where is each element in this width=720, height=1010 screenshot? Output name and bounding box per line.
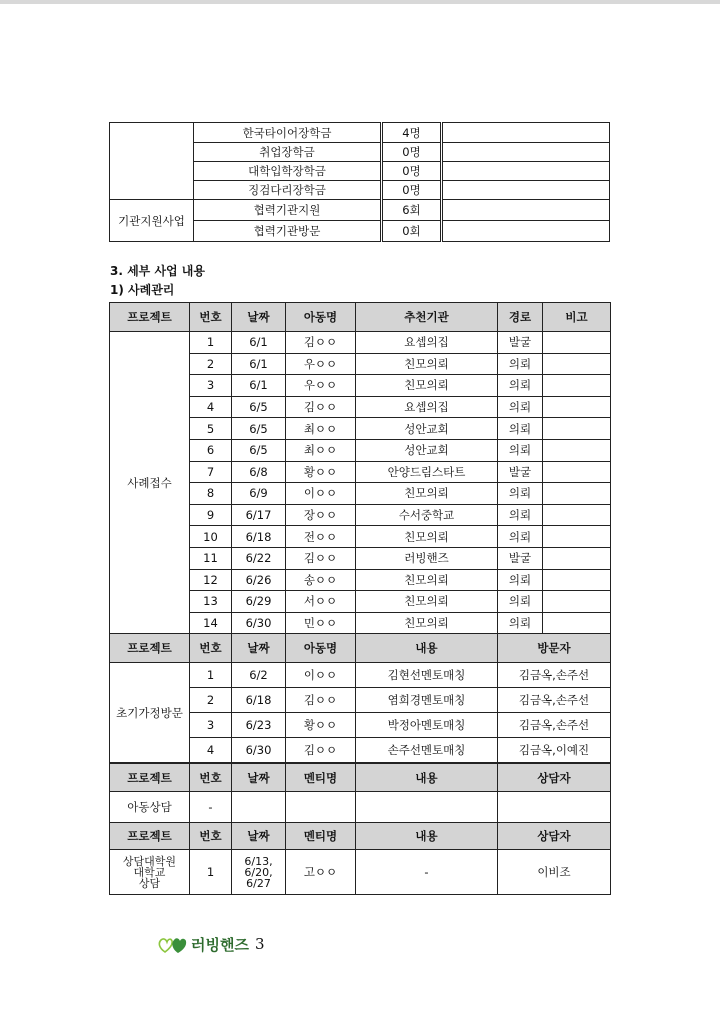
date-cell: 6/1 xyxy=(232,375,286,397)
remarks-cell xyxy=(543,353,611,375)
date-cell xyxy=(232,850,286,895)
section-title: 3. 세부 사업 내용 xyxy=(110,264,205,278)
date-cell: 6/17 xyxy=(232,504,286,526)
project-line: 상담 xyxy=(138,876,161,890)
page-number: 3 xyxy=(254,935,265,953)
child-name-cell: 이ㅇㅇ xyxy=(286,663,356,688)
route-cell: 의뢰 xyxy=(498,591,543,613)
subsection-title: 1) 사례관리 xyxy=(110,283,175,297)
content-cell xyxy=(356,792,498,823)
header-remarks: 비고 xyxy=(543,303,611,332)
remarks-cell xyxy=(543,591,611,613)
header-project: 프로젝트 xyxy=(110,634,190,663)
empty-cell xyxy=(442,143,610,162)
header-project: 프로젝트 xyxy=(110,823,190,850)
project-cell: 초기가정방문 xyxy=(110,663,190,763)
program-name: 협력기관지원 xyxy=(194,200,382,221)
date-cell: 6/9 xyxy=(232,483,286,505)
remarks-cell xyxy=(543,375,611,397)
program-count: 4명 xyxy=(382,123,442,143)
number-cell: 3 xyxy=(190,713,232,738)
visitor-cell: 김금옥,이예진 xyxy=(498,738,611,763)
number-cell: 6 xyxy=(190,439,232,461)
header-content: 내용 xyxy=(356,823,498,850)
table-header-row xyxy=(110,303,611,332)
header-date: 날짜 xyxy=(232,634,286,663)
date-cell: 6/2 xyxy=(232,663,286,688)
route-cell: 의뢰 xyxy=(498,418,543,440)
route-cell: 의뢰 xyxy=(498,504,543,526)
child-name-cell: 서ㅇㅇ xyxy=(286,591,356,613)
date-cell: 6/22 xyxy=(232,547,286,569)
table-row xyxy=(110,200,610,221)
header-date: 날짜 xyxy=(232,823,286,850)
date-cell: 6/30 xyxy=(232,612,286,634)
number-cell: 13 xyxy=(190,591,232,613)
program-name: 대학입학장학금 xyxy=(194,162,382,181)
number-cell: 2 xyxy=(190,688,232,713)
date-cell: 6/1 xyxy=(232,332,286,354)
table-row xyxy=(110,850,611,895)
program-name: 한국타이어장학금 xyxy=(194,123,382,143)
project-cell xyxy=(110,850,190,895)
date-cell xyxy=(232,792,286,823)
home-visit-table xyxy=(109,633,611,763)
date-line: 6/13, xyxy=(244,854,273,868)
header-content: 내용 xyxy=(356,634,498,663)
remarks-cell xyxy=(543,483,611,505)
child-name-cell: 우ㅇㅇ xyxy=(286,353,356,375)
empty-cell xyxy=(442,162,610,181)
header-mentee-name: 멘티명 xyxy=(286,764,356,792)
remarks-cell xyxy=(543,461,611,483)
empty-group-cell xyxy=(110,123,194,200)
date-cell: 6/8 xyxy=(232,461,286,483)
header-counselor: 상담자 xyxy=(498,764,611,792)
route-cell: 의뢰 xyxy=(498,375,543,397)
route-cell: 발굴 xyxy=(498,461,543,483)
empty-cell xyxy=(442,221,610,242)
number-cell: 3 xyxy=(190,375,232,397)
counselor-cell xyxy=(498,792,611,823)
remarks-cell xyxy=(543,504,611,526)
date-cell: 6/29 xyxy=(232,591,286,613)
table-header-row xyxy=(110,823,611,850)
content-cell: 김현선멘토매칭 xyxy=(356,663,498,688)
referral-org-cell: 친모의뢰 xyxy=(356,526,498,548)
route-cell: 의뢰 xyxy=(498,483,543,505)
referral-org-cell: 수서중학교 xyxy=(356,504,498,526)
referral-org-cell: 친모의뢰 xyxy=(356,612,498,634)
program-count: 0명 xyxy=(382,181,442,200)
header-number: 번호 xyxy=(190,764,232,792)
child-name-cell: 장ㅇㅇ xyxy=(286,504,356,526)
program-count: 0명 xyxy=(382,162,442,181)
date-cell: 6/1 xyxy=(232,353,286,375)
number-cell: 8 xyxy=(190,483,232,505)
header-visitor: 방문자 xyxy=(498,634,611,663)
content-cell: - xyxy=(356,850,498,895)
remarks-cell xyxy=(543,332,611,354)
child-name-cell: 민ㅇㅇ xyxy=(286,612,356,634)
visitor-cell: 김금옥,손주선 xyxy=(498,688,611,713)
remarks-cell xyxy=(543,612,611,634)
program-name: 취업장학금 xyxy=(194,143,382,162)
route-cell: 의뢰 xyxy=(498,569,543,591)
number-cell: 12 xyxy=(190,569,232,591)
table-row xyxy=(110,332,611,354)
page-top-rule xyxy=(0,0,720,4)
referral-org-cell: 친모의뢰 xyxy=(356,591,498,613)
content-cell: 염희경멘토매칭 xyxy=(356,688,498,713)
empty-cell xyxy=(442,181,610,200)
date-line: 6/20, xyxy=(244,865,273,879)
number-cell: - xyxy=(190,792,232,823)
header-mentee-name: 멘티명 xyxy=(286,823,356,850)
child-name-cell: 황ㅇㅇ xyxy=(286,713,356,738)
header-date: 날짜 xyxy=(232,764,286,792)
number-cell: 10 xyxy=(190,526,232,548)
referral-org-cell: 성안교회 xyxy=(356,439,498,461)
date-cell: 6/30 xyxy=(232,738,286,763)
header-project: 프로젝트 xyxy=(110,303,190,332)
referral-org-cell: 친모의뢰 xyxy=(356,483,498,505)
date-cell: 6/5 xyxy=(232,439,286,461)
counselor-cell: 이비조 xyxy=(498,850,611,895)
footer-brand: 러빙핸즈 xyxy=(191,935,249,954)
support-program-table xyxy=(109,122,610,242)
date-line: 6/27 xyxy=(246,876,271,890)
table-header-row xyxy=(110,634,611,663)
number-cell: 1 xyxy=(190,332,232,354)
visitor-cell: 김금옥,손주선 xyxy=(498,713,611,738)
header-content: 내용 xyxy=(356,764,498,792)
program-count: 0명 xyxy=(382,143,442,162)
project-line: 대학교 xyxy=(133,865,166,879)
date-cell: 6/18 xyxy=(232,526,286,548)
remarks-cell xyxy=(543,569,611,591)
child-name-cell: 우ㅇㅇ xyxy=(286,375,356,397)
child-name-cell: 최ㅇㅇ xyxy=(286,418,356,440)
route-cell: 의뢰 xyxy=(498,526,543,548)
number-cell: 14 xyxy=(190,612,232,634)
child-name-cell: 송ㅇㅇ xyxy=(286,569,356,591)
content-cell: 손주선멘토매칭 xyxy=(356,738,498,763)
header-child-name: 아동명 xyxy=(286,634,356,663)
route-cell: 의뢰 xyxy=(498,353,543,375)
date-cell: 6/5 xyxy=(232,396,286,418)
child-name-cell: 김ㅇㅇ xyxy=(286,332,356,354)
date-cell: 6/26 xyxy=(232,569,286,591)
table-row xyxy=(110,663,611,688)
mentee-cell xyxy=(286,792,356,823)
univ-counseling-table xyxy=(109,822,611,895)
header-route: 경로 xyxy=(498,303,543,332)
child-name-cell: 김ㅇㅇ xyxy=(286,396,356,418)
referral-org-cell: 친모의뢰 xyxy=(356,375,498,397)
number-cell: 9 xyxy=(190,504,232,526)
date-cell: 6/23 xyxy=(232,713,286,738)
header-number: 번호 xyxy=(190,823,232,850)
route-cell: 의뢰 xyxy=(498,612,543,634)
hands-heart-logo-icon xyxy=(158,934,188,954)
group-label: 기관지원사업 xyxy=(110,200,194,242)
child-name-cell: 이ㅇㅇ xyxy=(286,483,356,505)
number-cell: 4 xyxy=(190,738,232,763)
referral-org-cell: 친모의뢰 xyxy=(356,569,498,591)
route-cell: 발굴 xyxy=(498,547,543,569)
program-name: 협력기관방문 xyxy=(194,221,382,242)
child-name-cell: 김ㅇㅇ xyxy=(286,547,356,569)
remarks-cell xyxy=(543,526,611,548)
child-name-cell: 전ㅇㅇ xyxy=(286,526,356,548)
empty-cell xyxy=(442,123,610,143)
program-count: 0회 xyxy=(382,221,442,242)
child-name-cell: 김ㅇㅇ xyxy=(286,738,356,763)
visitor-cell: 김금옥,손주선 xyxy=(498,663,611,688)
content-cell: 박정아멘토매칭 xyxy=(356,713,498,738)
number-cell: 4 xyxy=(190,396,232,418)
referral-org-cell: 친모의뢰 xyxy=(356,353,498,375)
remarks-cell xyxy=(543,418,611,440)
header-child-name: 아동명 xyxy=(286,303,356,332)
number-cell: 1 xyxy=(190,663,232,688)
remarks-cell xyxy=(543,396,611,418)
route-cell: 의뢰 xyxy=(498,396,543,418)
header-counselor: 상담자 xyxy=(498,823,611,850)
header-number: 번호 xyxy=(190,303,232,332)
route-cell: 발굴 xyxy=(498,332,543,354)
project-cell: 사례접수 xyxy=(110,332,190,634)
project-line: 상담대학원 xyxy=(122,854,177,868)
header-referral-org: 추천기관 xyxy=(356,303,498,332)
referral-org-cell: 안양드림스타트 xyxy=(356,461,498,483)
child-name-cell: 김ㅇㅇ xyxy=(286,688,356,713)
case-intake-table xyxy=(109,302,611,634)
referral-org-cell: 요셉의집 xyxy=(356,332,498,354)
referral-org-cell: 성안교회 xyxy=(356,418,498,440)
child-name-cell: 최ㅇㅇ xyxy=(286,439,356,461)
page-footer xyxy=(158,932,265,956)
program-name: 징검다리장학금 xyxy=(194,181,382,200)
number-cell: 11 xyxy=(190,547,232,569)
remarks-cell xyxy=(543,547,611,569)
table-row xyxy=(110,792,611,823)
empty-cell xyxy=(442,200,610,221)
header-date: 날짜 xyxy=(232,303,286,332)
project-cell: 아동상담 xyxy=(110,792,190,823)
referral-org-cell: 러빙핸즈 xyxy=(356,547,498,569)
number-cell: 2 xyxy=(190,353,232,375)
table-row xyxy=(110,123,610,143)
remarks-cell xyxy=(543,439,611,461)
mentee-cell: 고ㅇㅇ xyxy=(286,850,356,895)
date-cell: 6/18 xyxy=(232,688,286,713)
child-name-cell: 황ㅇㅇ xyxy=(286,461,356,483)
referral-org-cell: 요셉의집 xyxy=(356,396,498,418)
program-count: 6회 xyxy=(382,200,442,221)
table-header-row xyxy=(110,764,611,792)
route-cell: 의뢰 xyxy=(498,439,543,461)
number-cell: 7 xyxy=(190,461,232,483)
header-project: 프로젝트 xyxy=(110,764,190,792)
number-cell: 1 xyxy=(190,850,232,895)
header-number: 번호 xyxy=(190,634,232,663)
number-cell: 5 xyxy=(190,418,232,440)
child-counseling-table xyxy=(109,763,611,823)
date-cell: 6/5 xyxy=(232,418,286,440)
